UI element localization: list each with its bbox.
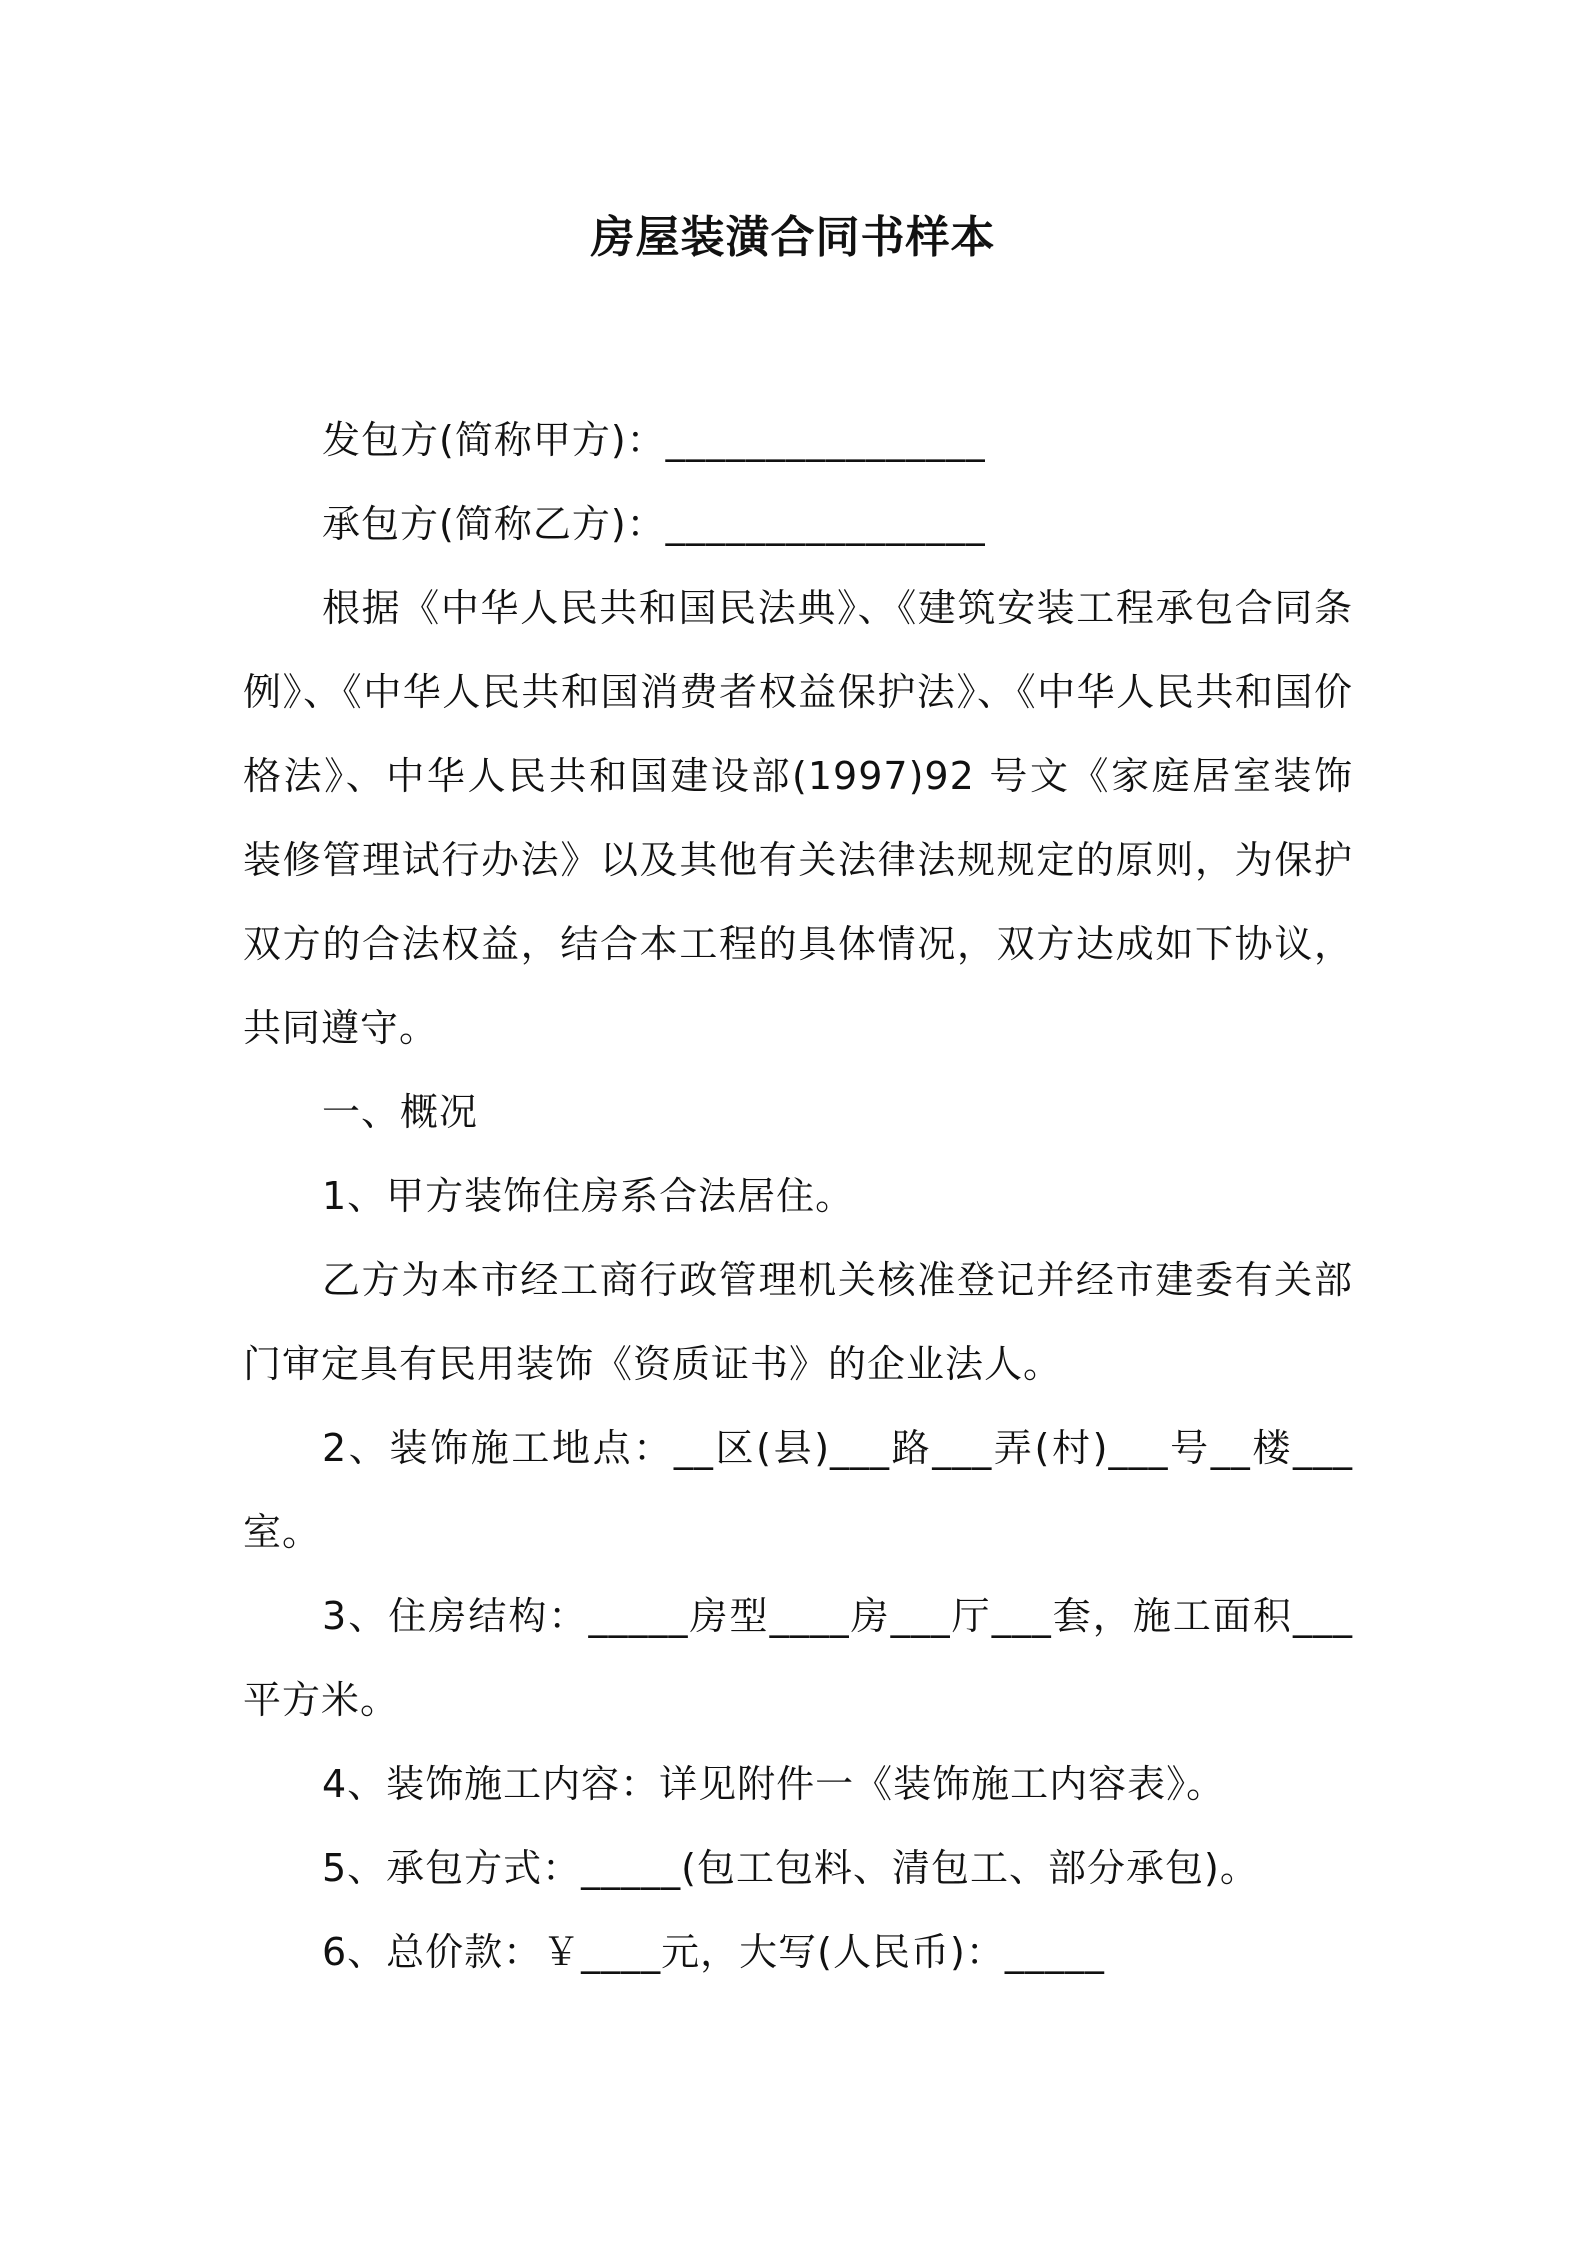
clause-6-total-price: 6、总价款：￥____元，大写(人民币)：_____ (322, 1930, 1105, 1974)
clause-1-contractor-qualification: 乙方为本市经工商行政管理机关核准登记并经市建委有关部门审定具有民用装饰《资质证书》的企业法人。 (243, 1258, 1353, 1386)
clause-2-location: 2、装饰施工地点：__区(县)___路___弄(村)___号__楼___室。 (243, 1426, 1353, 1554)
preamble-paragraph: 根据《中华人民共和国民法典》、《建筑安装工程承包合同条例》、《中华人民共和国消费者权益保护法》、《中华人民共和国价格法》、中华人民共和国建设部(1997)92 号文《家庭居室装饰装修管理试行办法》以及其他有关法律法规规定的原则，为保护双方的合法权益，结合本工程的具体情况，双方达成如下协议，共同遵守。 (243, 586, 1353, 1050)
clause-4-content: 4、装饰施工内容：详见附件一《装饰施工内容表》。 (322, 1762, 1226, 1806)
document-title: 房屋装潢合同书样本 (590, 212, 996, 263)
section-heading-overview: 一、概况 (322, 1090, 479, 1134)
document-body (243, 398, 1353, 1994)
clause-3-structure: 3、住房结构：_____房型____房___厅___套，施工面积___平方米。 (243, 1594, 1353, 1722)
party-b-line: 承包方(简称乙方)：________________ (322, 502, 986, 546)
clause-5-contract-type: 5、承包方式：_____(包工包料、清包工、部分承包)。 (322, 1846, 1259, 1890)
party-a-line: 发包方(简称甲方)：________________ (322, 418, 986, 462)
clause-1: 1、甲方装饰住房系合法居住。 (322, 1174, 855, 1218)
